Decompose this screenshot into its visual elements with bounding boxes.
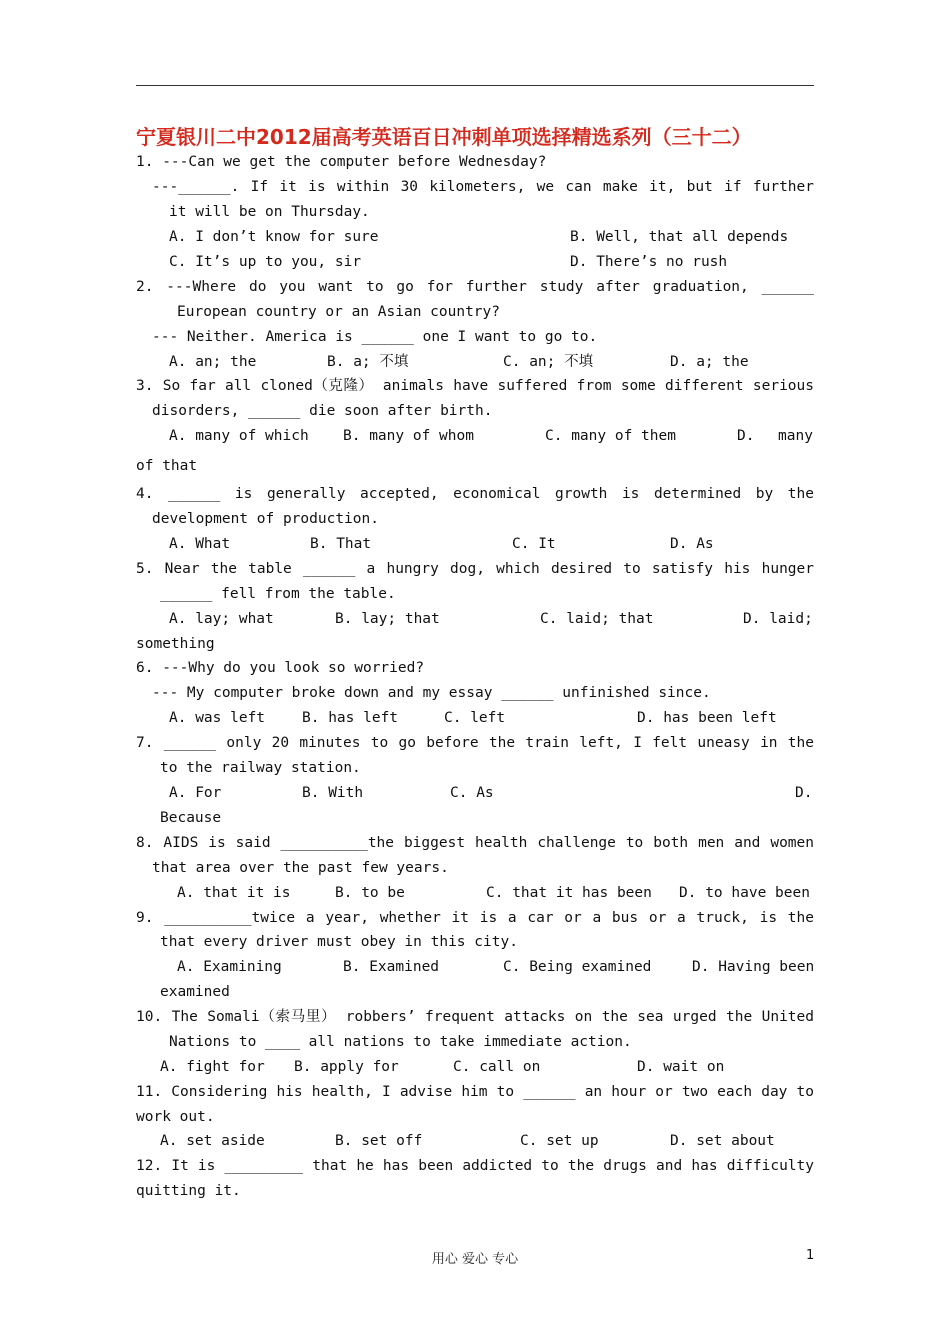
- text-line: 6. ---Why do you look so worried?: [136, 660, 425, 676]
- text-line: D. a; the: [670, 354, 749, 370]
- text-line: B. a; 不填: [327, 354, 409, 370]
- text-line: quitting it.: [136, 1183, 241, 1199]
- text-line: C. set up: [520, 1133, 599, 1149]
- text-line: B. to be: [335, 885, 405, 901]
- text-line: C. Being examined: [503, 959, 652, 975]
- text-line: B. That: [310, 536, 372, 552]
- text-line: A. Examining: [177, 959, 282, 975]
- text-line: ---______. If it is within 30 kilometers, we can make it, but if further: [152, 179, 814, 195]
- text-line: A. set aside: [160, 1133, 265, 1149]
- text-line: B. Well, that all depends: [570, 229, 789, 245]
- text-line: A. that it is: [177, 885, 291, 901]
- text-line: B. has left: [302, 710, 399, 726]
- text-line: many: [778, 428, 813, 444]
- text-line: that every driver must obey in this city.: [160, 934, 518, 950]
- text-line: C. many of them: [545, 428, 676, 444]
- header-rule: [136, 85, 814, 86]
- text-line: B. lay; that: [335, 611, 440, 627]
- text-line: --- My computer broke down and my essay ______ unfinished since.: [152, 685, 711, 701]
- text-line: A. What: [169, 536, 231, 552]
- text-line: C. call on: [453, 1059, 541, 1075]
- text-line: B. many of whom: [343, 428, 474, 444]
- text-line: of that: [136, 458, 198, 474]
- text-line: Nations to ____ all nations to take immediate action.: [169, 1034, 632, 1050]
- text-line: examined: [160, 984, 230, 1000]
- text-line: 7. ______ only 20 minutes to go before the train left, I felt uneasy in the: [136, 735, 814, 751]
- text-line: A. lay; what: [169, 611, 274, 627]
- text-line: B. apply for: [294, 1059, 399, 1075]
- text-line: D.: [795, 785, 813, 801]
- text-line: 1. ---Can we get the computer before Wednesday?: [136, 154, 547, 170]
- text-line: C. As: [450, 785, 494, 801]
- text-line: A. fight for: [160, 1059, 265, 1075]
- text-line: 5. Near the table ______ a hungry dog, which desired to satisfy his hunger: [136, 561, 814, 577]
- text-line: C. laid; that: [540, 611, 654, 627]
- text-line: A. I don’t know for sure: [169, 229, 379, 245]
- text-line: D. As: [670, 536, 714, 552]
- text-line: D. to have been: [679, 885, 810, 901]
- text-line: 12. It is _________ that he has been addicted to the drugs and has difficulty: [136, 1158, 814, 1174]
- text-line: it will be on Thursday.: [169, 204, 370, 220]
- text-line: 10. The Somali（索马里） robbers’ frequent attacks on the sea urged the United: [136, 1009, 814, 1025]
- text-line: A. For: [169, 785, 222, 801]
- text-line: B. set off: [335, 1133, 423, 1149]
- text-line: Because: [160, 810, 222, 826]
- text-line: C. an; 不填: [503, 354, 594, 370]
- text-line: European country or an Asian country?: [177, 304, 501, 320]
- text-line: disorders, ______ die soon after birth.: [152, 403, 493, 419]
- text-line: C. It: [512, 536, 556, 552]
- text-line: D. has been left: [637, 710, 777, 726]
- text-line: A. an; the: [169, 354, 257, 370]
- text-line: A. many of which: [169, 428, 309, 444]
- document-title: 宁夏银川二中2012届高考英语百日冲刺单项选择精选系列（三十二）: [136, 125, 752, 149]
- text-line: 11. Considering his health, I advise him to ______ an hour or two each day to: [136, 1084, 814, 1100]
- text-line: that area over the past few years.: [152, 860, 449, 876]
- text-line: D. There’s no rush: [570, 254, 728, 270]
- text-line: work out.: [136, 1109, 215, 1125]
- text-line: A. was left: [169, 710, 266, 726]
- text-line: 2. ---Where do you want to go for further study after graduation, ______: [136, 279, 814, 295]
- text-line: C. that it has been: [486, 885, 652, 901]
- text-line: --- Neither. America is ______ one I want to go to.: [152, 329, 598, 345]
- text-line: B. Examined: [343, 959, 440, 975]
- text-line: C. left: [444, 710, 506, 726]
- text-line: 4. ______ is generally accepted, economical growth is determined by the: [136, 486, 814, 502]
- text-line: something: [136, 636, 215, 652]
- text-line: 8. AIDS is said __________the biggest health challenge to both men and women: [136, 835, 814, 851]
- text-line: C. It’s up to you, sir: [169, 254, 362, 270]
- text-line: D. set about: [670, 1133, 775, 1149]
- footer-text: 用心 爱心 专心: [431, 1252, 519, 1267]
- text-line: D. Having been: [692, 959, 815, 975]
- page-number: 1: [806, 1248, 815, 1263]
- text-line: B. With: [302, 785, 364, 801]
- text-line: D. laid;: [743, 611, 813, 627]
- text-line: D.: [737, 428, 755, 444]
- text-line: D. wait on: [637, 1059, 725, 1075]
- text-line: 9. __________twice a year, whether it is a car or a bus or a truck, is the: [136, 910, 814, 926]
- text-line: development of production.: [152, 511, 379, 527]
- text-line: 3. So far all cloned（克隆） animals have suffered from some different serious: [136, 378, 814, 394]
- text-line: ______ fell from the table.: [160, 586, 396, 602]
- text-line: to the railway station.: [160, 760, 361, 776]
